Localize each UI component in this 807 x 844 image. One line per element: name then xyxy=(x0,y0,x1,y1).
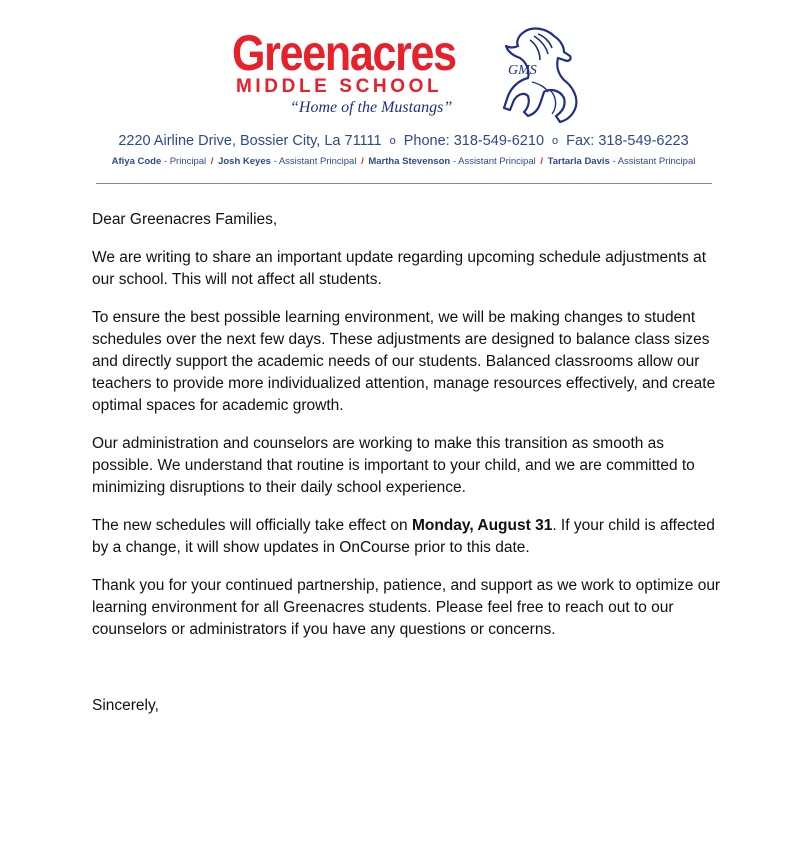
staff-name: Josh Keyes xyxy=(218,156,271,167)
effective-date: Monday, August 31 xyxy=(411,517,553,534)
staff-title: Assistant Principal xyxy=(458,156,536,167)
header-divider xyxy=(96,183,712,184)
paragraph-transition: Our administration and counselors are working to make this transition as smooth as possible. We understand that routine is important to your child, and we are committed to minimizing disruptions to their daily school experience. xyxy=(92,435,695,496)
closing: Sincerely, xyxy=(92,697,159,714)
fax-number: Fax: 318-549-6223 xyxy=(566,133,689,149)
separator-circle: o xyxy=(389,135,396,147)
logo-motto: “Home of the Mustangs” xyxy=(290,99,453,116)
staff-title: Assistant Principal xyxy=(278,156,357,167)
address: 2220 Airline Drive, Bossier City, La 71111 xyxy=(118,133,382,149)
effective-date-tail: . If your child is affected by a change, it will show updates in OnCourse prior to this date. xyxy=(92,517,715,556)
staff-dash: - xyxy=(609,156,618,167)
staff-list xyxy=(0,156,807,168)
staff-separator: / xyxy=(210,156,214,167)
phone-number: Phone: 318-549-6210 xyxy=(403,133,545,149)
staff-title: Principal xyxy=(169,156,207,167)
effective-date-lead: The new schedules will officially take effect on xyxy=(92,517,412,534)
staff-name: Martha Stevenson xyxy=(368,156,451,167)
staff-separator: / xyxy=(540,156,544,167)
staff-dash: - xyxy=(161,156,170,167)
contact-info xyxy=(0,132,807,150)
staff-separator: / xyxy=(361,156,364,167)
staff-name: Tartarla Davis xyxy=(547,156,610,167)
separator-circle: o xyxy=(552,135,559,147)
staff-dash: - xyxy=(270,156,279,167)
logo-school-name: Greenacres xyxy=(232,25,456,81)
logo-initials: GMS xyxy=(508,63,537,78)
logo-school-subtitle: MIDDLE SCHOOL xyxy=(236,76,443,97)
greeting: Dear Greenacres Families, xyxy=(92,211,278,228)
mustang-icon xyxy=(494,26,580,124)
staff-title: Assistant Principal xyxy=(617,156,696,167)
school-logo xyxy=(232,26,582,126)
paragraph-effective-date xyxy=(92,515,722,559)
paragraph-thanks: Thank you for your continued partnership, patience, and support as we work to optimize our learning environment for all Greenacres students. Please feel free to reach out to our counselors or administrators if you have any questions or concerns. xyxy=(92,577,721,638)
staff-name: Afiya Code xyxy=(111,156,162,167)
staff-dash: - xyxy=(450,156,459,167)
letter-body xyxy=(92,209,722,733)
paragraph-intro: We are writing to share an important update regarding upcoming schedule adjustments at our school. This will not affect all students. xyxy=(92,249,707,288)
paragraph-changes: To ensure the best possible learning environment, we will be making changes to student schedules over the next few days. These adjustments are designed to balance class sizes and directly support the academic needs of our students. Balanced classrooms allow our teachers to provide more individualized attention, manage resources effectively, and create optimal spaces for academic growth. xyxy=(92,309,716,414)
letterhead xyxy=(0,0,807,190)
